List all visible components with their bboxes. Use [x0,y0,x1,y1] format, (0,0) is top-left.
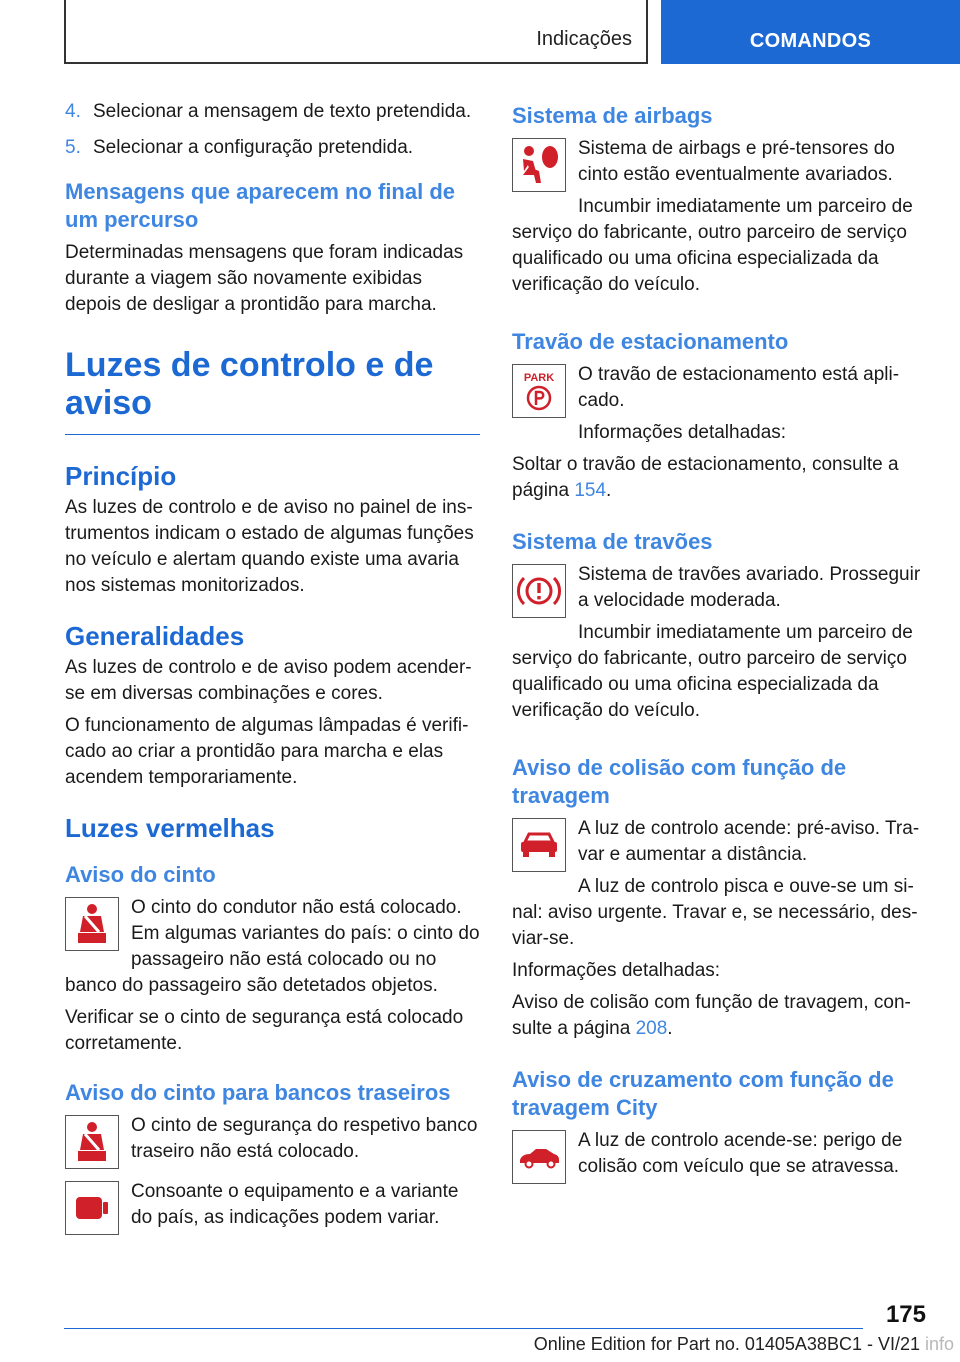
red-lights-heading: Luzes vermelhas [65,813,275,843]
footer-watermark: info [924,1334,954,1354]
collision-heading: Aviso de colisão com função de travagem [512,755,847,808]
general-text-1: As luzes de controlo e de aviso podem acender-se em diversas combinações e cores. [65,657,472,704]
rear-seat-variant [65,1179,480,1239]
brake-system-text-2: Incumbir imediatamente um parceiro de serviço do fabricante, outro parceiro de serviço qualificado ou uma oficina especializada da verificação do veículo. [512,622,913,721]
list-text: Selecionar a configuração pretendida. [93,137,414,158]
cross-traffic-text-1: A luz de controlo acende-se: perigo de colisão com veículo que se atravessa. [578,1130,903,1177]
seatbelt-icon [65,1115,119,1169]
header-chapter-label: COMANDOS [749,30,872,52]
parking-brake-text-1: O travão de estacionamento está aplicado. [578,364,900,411]
airbags-heading: Sistema de airbags [512,103,713,128]
list-text: Selecionar a mensagem de texto pretendida. [93,101,472,122]
footer-edition: Online Edition for Part no. 01405A38BC1 - VI/21 [533,1334,920,1354]
list-number: 4. [65,101,81,122]
rear-seatbelt-warning [65,1113,480,1173]
collision-text-2: A luz de controlo pisca e ouve-se um sinal: aviso urgente. Travar e, se necessário, desviar-se. [512,876,918,949]
brake-system-warning [512,562,927,730]
collision-ref-end: . [667,1018,673,1039]
collision-warning [512,816,927,958]
brake-system-text-1: Sistema de travões avariado. Prosseguir a velocidade moderada. [578,564,921,611]
seatbelt-text-1: O cinto do condutor não está colocado. Em algumas variantes do país: o cinto do passageiro não está colocado ou no banco do passageiro são detetados objetos. [65,897,480,996]
parking-brake-ref-end: . [606,480,612,501]
page-link-154[interactable]: 154 [574,480,607,501]
collision-text-3: Informações detalhadas: [512,960,721,981]
principle-heading: Princípio [65,461,177,491]
airbags-warning [512,136,927,304]
brake-system-heading: Sistema de travões [512,529,713,554]
airbag-icon [512,138,566,192]
parking-brake-ref-text: Soltar o travão de estacionamento, consulte a página [512,454,899,501]
header-section-tab [64,0,648,64]
rear-seat-icon [65,1181,119,1235]
collision-ref-text: Aviso de colisão com função de travagem, consulte a página [512,992,911,1039]
cross-traffic-car-icon [512,1130,566,1184]
end-messages-text: Determinadas mensagens que foram indicadas durante a viagem são novamente exibidas depois de desligar a prontidão para marcha. [65,242,464,315]
general-heading: Generalidades [65,621,245,651]
list-number: 5. [65,137,81,158]
page-title: Luzes de controlo e de aviso [65,346,480,435]
cross-traffic-warning [512,1128,927,1188]
parking-brake-icon-label: PARK [523,372,555,384]
parking-brake-warning [512,362,927,452]
parking-brake-text-2: Informações detalhadas: [578,422,787,443]
page-number: 175 [885,1301,926,1328]
header-section-label: Indicações [536,28,632,50]
cross-traffic-heading: Aviso de cruzamento com função de travagem City [512,1067,894,1120]
rear-seatbelt-text-2: Consoante o equipamento e a variante do país, as indicações podem variar. [131,1181,459,1228]
collision-text-4 [512,990,927,1042]
collision-text-1: A luz de controlo acende: pré-aviso. Travar e aumentar a distância. [578,818,920,865]
parking-brake-icon [512,364,566,418]
airbags-text-2: Incumbir imediatamente um parceiro de serviço do fabricante, outro parceiro de serviço qualificado ou uma oficina especializada da verificação do veículo. [512,196,913,295]
list-item [65,136,480,160]
parking-brake-heading: Travão de estacionamento [512,329,789,354]
seatbelt-icon [65,897,119,951]
rear-seatbelt-heading: Aviso do cinto para bancos traseiros [65,1080,451,1105]
left-column [65,100,480,1239]
footer-divider [64,1328,863,1329]
list-item [65,100,480,124]
seatbelt-warning [65,895,480,1005]
parking-brake-text-3 [512,452,927,504]
principle-text: As luzes de controlo e de aviso no painel de instrumentos indicam o estado de algumas funções no veículo e alertam quando existe uma avaria nos sistemas monitorizados. [65,497,474,596]
collision-car-icon [512,818,566,872]
seatbelt-text-2: Verificar se o cinto de segurança está colocado corretamente. [65,1007,464,1054]
seatbelt-heading: Aviso do cinto [65,862,216,887]
rear-seatbelt-text-1: O cinto de segurança do respetivo banco traseiro não está colocado. [131,1115,478,1162]
end-messages-heading: Mensagens que aparecem no final de um percurso [65,179,456,232]
right-column [512,100,927,1188]
airbags-text-1: Sistema de airbags e pré-tensores do cinto estão eventualmente avariados. [578,138,895,185]
page-link-208[interactable]: 208 [635,1018,668,1039]
general-text-2: O funcionamento de algumas lâmpadas é verificado ao criar a prontidão para marcha e elas acendem temporariamente. [65,715,469,788]
header-chapter-tab [661,0,960,64]
brake-warning-icon [512,564,566,618]
